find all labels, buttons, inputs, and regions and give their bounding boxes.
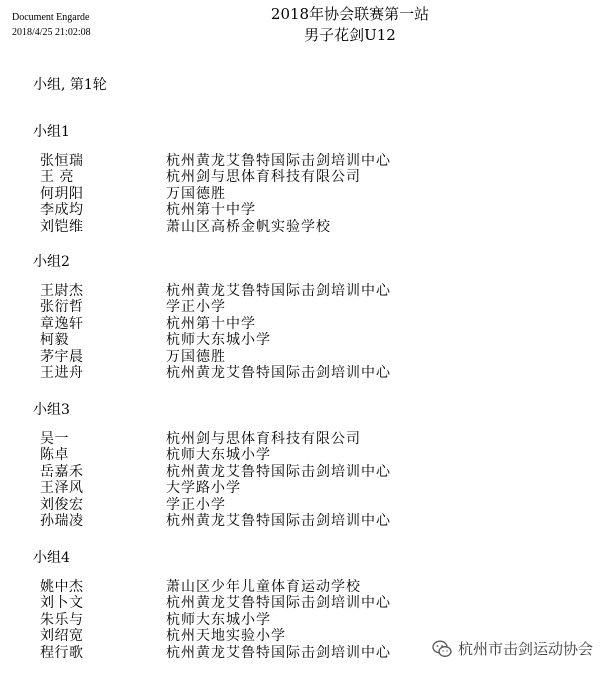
fencer-name: 姚中杰 xyxy=(40,579,84,595)
fencer-club: 学正小学 xyxy=(166,496,226,513)
timestamp: 2018/4/25 21:02:08 xyxy=(12,27,91,38)
fencer-club: 大学路小学 xyxy=(166,480,241,497)
watermark-text: 杭州市击剑运动协会 xyxy=(457,640,593,658)
fencer-name: 陈卓 xyxy=(40,447,69,464)
fencer-row xyxy=(33,153,391,169)
fencer-name: 王进舟 xyxy=(40,364,84,381)
wechat-icon xyxy=(432,640,452,658)
fencer-club: 杭州黄龙艾鲁特国际击剑培训中心 xyxy=(166,283,391,299)
group-2 xyxy=(33,253,391,381)
fencer-row xyxy=(33,186,391,202)
fencer-club: 杭师大东城小学 xyxy=(166,611,271,628)
fencer-row xyxy=(33,283,391,299)
fencer-name: 吴一 xyxy=(40,431,69,447)
fencer-name: 程行歌 xyxy=(40,644,84,661)
fencer-row xyxy=(33,349,391,365)
fencer-name: 朱乐与 xyxy=(40,611,84,628)
fencer-name: 孙瑞凌 xyxy=(40,512,84,529)
group-1 xyxy=(33,123,391,235)
fencer-row xyxy=(33,612,391,628)
fencer-row xyxy=(33,447,391,463)
fencer-row xyxy=(33,464,391,480)
round-title: 小组, 第1轮 xyxy=(33,77,107,93)
fencer-club: 学正小学 xyxy=(166,299,226,316)
fencer-row xyxy=(33,431,391,447)
fencer-club: 杭州剑与思体育科技有限公司 xyxy=(166,431,361,447)
fencer-row xyxy=(33,365,391,381)
fencer-club: 杭州黄龙艾鲁特国际击剑培训中心 xyxy=(166,512,391,529)
group-title: 小组3 xyxy=(33,402,70,418)
fencer-name: 刘俊宏 xyxy=(40,496,84,513)
document-meta xyxy=(12,10,91,40)
fencer-club: 杭师大东城小学 xyxy=(166,332,271,349)
fencer-name: 刘绍宽 xyxy=(40,628,84,645)
fencer-row xyxy=(33,628,391,644)
fencer-club: 杭州黄龙艾鲁特国际击剑培训中心 xyxy=(166,644,391,661)
fencer-row xyxy=(33,202,391,218)
fencer-row xyxy=(33,169,391,185)
fencer-name: 岳嘉禾 xyxy=(40,463,84,480)
fencer-club: 杭州第十中学 xyxy=(166,202,256,219)
fencer-club: 万国德胜 xyxy=(166,348,226,365)
fencer-club: 萧山区少年儿童体育运动学校 xyxy=(166,579,361,595)
fencer-name: 柯毅 xyxy=(40,332,69,349)
fencer-club: 杭州黄龙艾鲁特国际击剑培训中心 xyxy=(166,595,391,612)
watermark xyxy=(432,638,593,659)
fencer-row xyxy=(33,645,391,661)
fencer-name: 李成均 xyxy=(40,202,84,219)
fencer-name: 何玥阳 xyxy=(40,185,84,202)
fencer-club: 杭州黄龙艾鲁特国际击剑培训中心 xyxy=(166,463,391,480)
group-4 xyxy=(33,549,391,661)
fencer-row xyxy=(33,316,391,332)
fencer-club: 杭州剑与思体育科技有限公司 xyxy=(166,169,361,186)
group-title: 小组2 xyxy=(33,254,70,270)
fencer-name: 茅宇晨 xyxy=(40,348,84,365)
fencer-club: 杭州黄龙艾鲁特国际击剑培训中心 xyxy=(166,153,391,169)
fencer-club: 万国德胜 xyxy=(166,185,226,202)
fencer-name: 刘卜文 xyxy=(40,595,84,612)
fencer-name: 王泽风 xyxy=(40,480,84,497)
fencer-name: 王 亮 xyxy=(40,169,74,186)
fencer-club: 萧山区高桥金帆实验学校 xyxy=(166,218,331,235)
fencer-club: 杭州天地实验小学 xyxy=(166,628,286,645)
document-title xyxy=(230,4,470,46)
event-category: 男子花剑U12 xyxy=(304,26,396,44)
fencer-club: 杭师大东城小学 xyxy=(166,447,271,464)
fencer-name: 张恒瑞 xyxy=(40,153,84,169)
group-title: 小组1 xyxy=(33,124,70,140)
fencer-name: 刘铠维 xyxy=(40,218,84,235)
fencer-name: 章逸轩 xyxy=(40,315,84,332)
fencer-row xyxy=(33,497,391,513)
fencer-row xyxy=(33,595,391,611)
group-title: 小组4 xyxy=(33,550,70,566)
app-name: Document Engarde xyxy=(12,12,90,23)
group-3 xyxy=(33,401,391,529)
fencer-row xyxy=(33,332,391,348)
fencer-club: 杭州黄龙艾鲁特国际击剑培训中心 xyxy=(166,364,391,381)
fencer-name: 王尉杰 xyxy=(40,283,84,299)
fencer-row xyxy=(33,579,391,595)
fencer-name: 张衍哲 xyxy=(40,299,84,316)
fencer-row xyxy=(33,513,391,529)
fencer-club: 杭州第十中学 xyxy=(166,315,256,332)
fencer-row xyxy=(33,219,391,235)
fencer-row xyxy=(33,480,391,496)
fencer-row xyxy=(33,299,391,315)
event-title: 2018年协会联赛第一站 xyxy=(270,5,430,23)
